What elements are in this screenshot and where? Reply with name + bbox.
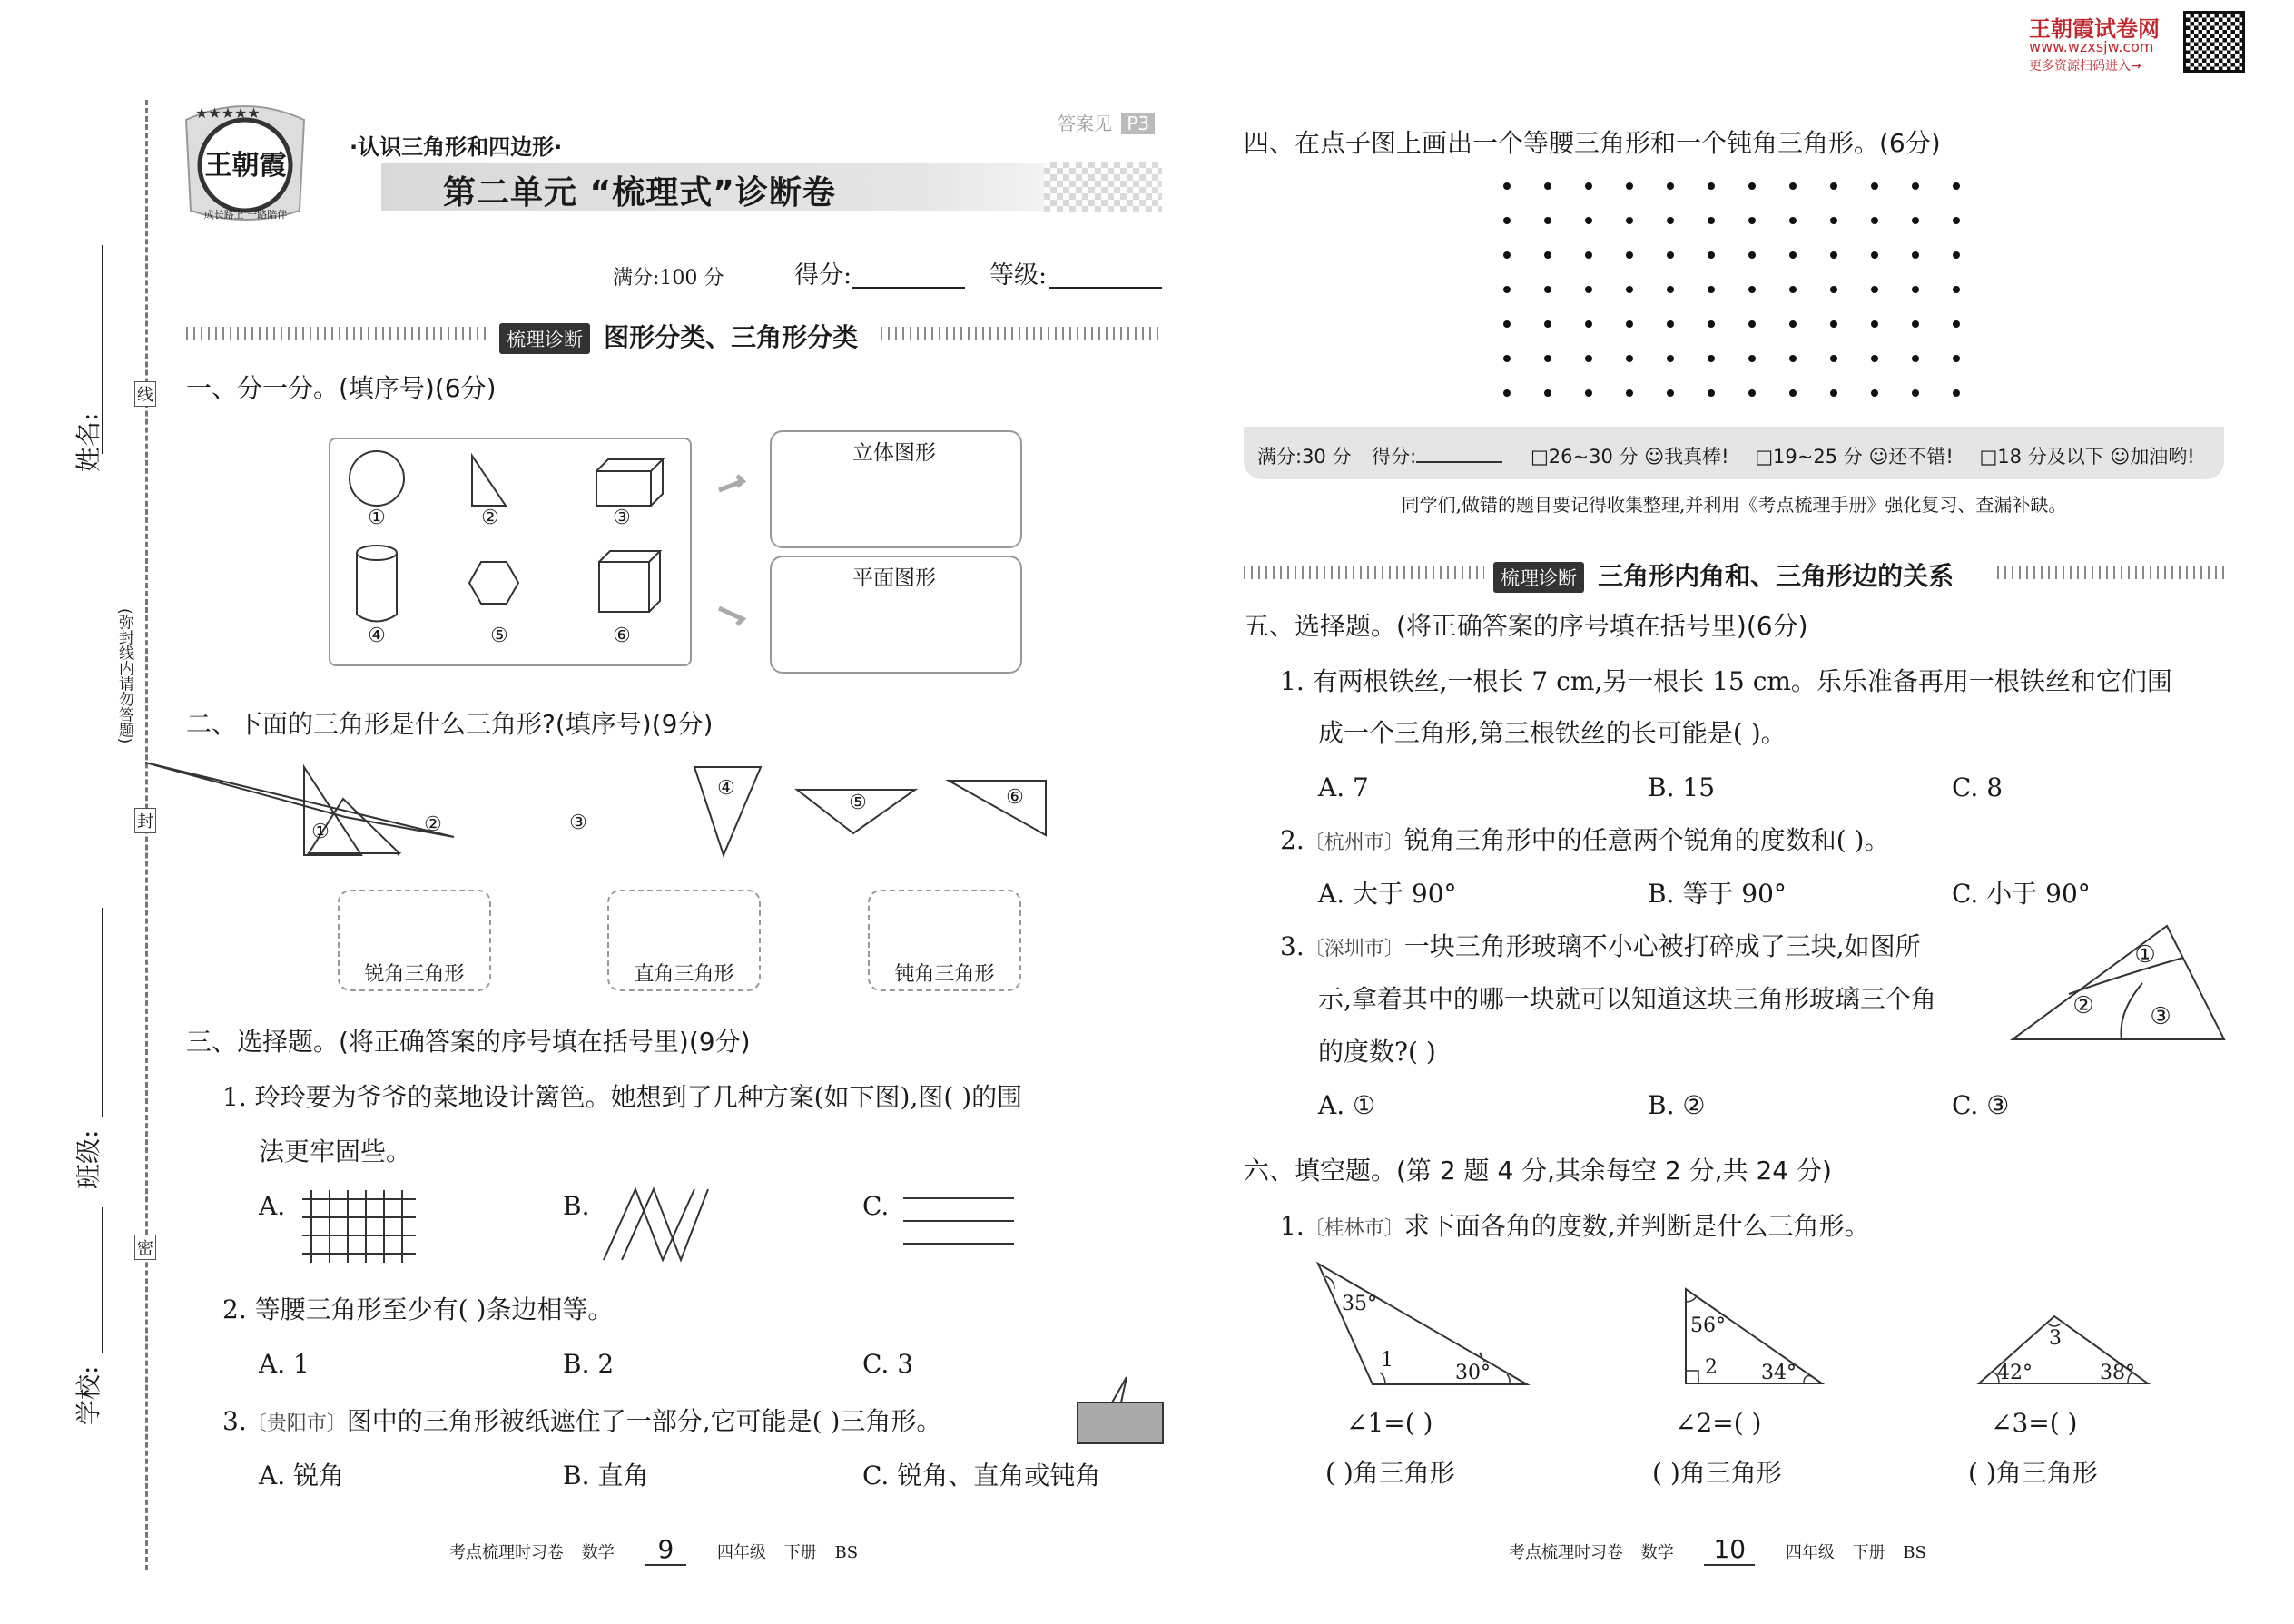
tri3-angle-u: 3: [2049, 1327, 2062, 1350]
class-line[interactable]: [102, 908, 103, 1117]
q5-heading: 五、选择题。(将正确答案的序号填在括号里)(6分): [1244, 611, 1808, 641]
glass-piece-1: ①: [2134, 941, 2156, 969]
site-hint: 更多资源扫码进入→: [2029, 59, 2141, 74]
grid-dot[interactable]: [1871, 389, 1878, 397]
footer-right-page: 10: [1704, 1534, 1755, 1566]
glass-piece-2: ②: [2072, 992, 2094, 1019]
q2-label-2: ②: [424, 813, 442, 836]
scorebar-r3[interactable]: □18 分及以下: [1979, 446, 2104, 468]
full-score: 满分:100 分: [613, 267, 724, 290]
grid-dot[interactable]: [1708, 182, 1715, 190]
q1-label-2: ②: [481, 507, 499, 529]
q5-item1-line2: 成一个三角形,第三根铁丝的长可能是( )。: [1318, 718, 1787, 748]
grid-dot[interactable]: [1871, 251, 1878, 259]
triangle-6: [949, 781, 1046, 835]
site-url: www.wzxsjw.com: [2029, 38, 2154, 55]
binding-margin: [54, 227, 182, 1462]
q2-triangles: [290, 763, 1071, 871]
q5-item2: [1280, 824, 1890, 860]
grid-dot[interactable]: [1953, 251, 1960, 259]
scorebar-r1-msg: 我真棒!: [1664, 446, 1729, 468]
seal-note: (弥封线内请勿答题): [115, 608, 133, 744]
q5-item1-opt-b[interactable]: B. 15: [1648, 773, 1716, 802]
tri2-kind[interactable]: ( )角三角形: [1652, 1458, 1782, 1488]
q5-item3-opt-c[interactable]: C. ③: [1952, 1090, 2010, 1120]
q6-item1-num: 1.: [1280, 1211, 1305, 1241]
class-label: 班级:: [74, 1129, 103, 1189]
section1-title: 图形分类、三角形分类: [604, 322, 859, 352]
grid-dot[interactable]: [1912, 389, 1919, 397]
section1-heading: [499, 318, 858, 354]
q2-heading: 二、下面的三角形是什么三角形?(填序号)(9分): [186, 709, 714, 739]
scorebar-r1[interactable]: □26~30 分: [1530, 446, 1639, 468]
grade-blank[interactable]: [1049, 287, 1162, 289]
grid-dot[interactable]: [1585, 251, 1592, 259]
footer-right: [1509, 1534, 1926, 1564]
logo-text: 王朝霞: [204, 150, 287, 182]
binding-mark-seal: 封: [134, 808, 156, 833]
grid-dot[interactable]: [1748, 217, 1756, 224]
tri1-angle-a: 35°: [1342, 1293, 1377, 1315]
q6-heading: 六、填空题。(第 2 题 4 分,其余每空 2 分,共 24 分): [1244, 1156, 1832, 1186]
grid-dot[interactable]: [1544, 389, 1551, 397]
logo-motto: 成长路上 一路陪伴: [203, 209, 288, 221]
grid-dot[interactable]: [1626, 320, 1633, 328]
q1-label-1: ①: [368, 507, 386, 529]
grid-dot[interactable]: [1544, 182, 1551, 190]
q3-item1-line2: 法更牢固些。: [259, 1137, 412, 1166]
answer-ref-label: 答案见: [1058, 113, 1112, 134]
grid-dot[interactable]: [1871, 286, 1878, 293]
shape-right-triangle: [472, 456, 506, 506]
section1-badge: 梳理诊断: [499, 323, 590, 354]
grid-dot[interactable]: [1912, 320, 1919, 328]
name-label: 姓名:: [74, 412, 103, 472]
grid-dot[interactable]: [1626, 389, 1633, 397]
grid-dot[interactable]: [1585, 389, 1592, 397]
grid-dot[interactable]: [1953, 286, 1960, 293]
q3-item2-opt-c[interactable]: C. 3: [862, 1349, 914, 1379]
title-checker: [1044, 162, 1162, 212]
grid-dot[interactable]: [1544, 320, 1551, 328]
grid-dot[interactable]: [1953, 217, 1960, 224]
q3-item2-opt-b[interactable]: B. 2: [563, 1349, 615, 1379]
grid-dot[interactable]: [1626, 355, 1633, 362]
grid-dot[interactable]: [1871, 217, 1878, 224]
reminder-text: 同学们,做错的题目要记得收集整理,并利用《考点梳理手册》强化复习、查漏补缺。: [1401, 494, 2067, 516]
q5-item2-opt-a[interactable]: A. 大于 90°: [1318, 879, 1457, 909]
q2-acute-label: 锐角三角形: [364, 963, 465, 986]
glass-piece-3: ③: [2150, 1003, 2171, 1030]
answer-ref: [1058, 109, 1155, 135]
q3-item1-line1: 1. 玲玲要为爷爷的菜地设计篱笆。她想到了几种方案(如下图),图( )的围: [222, 1082, 1023, 1112]
binding-mark-close: 密: [134, 1235, 156, 1260]
footer-left-edition: BS: [834, 1543, 859, 1562]
q3-item1-opt-c[interactable]: C.: [862, 1191, 890, 1221]
footer-right-grade: 四年级: [1785, 1543, 1835, 1562]
grid-dot[interactable]: [1503, 251, 1511, 259]
site-brand: [2029, 11, 2292, 74]
q1-solid-label: 立体图形: [852, 441, 936, 465]
grid-dot[interactable]: [1912, 251, 1919, 259]
grid-dot[interactable]: [1626, 182, 1633, 190]
shape-cuboid: [596, 459, 663, 506]
q5-item1-opt-c[interactable]: C. 8: [1952, 773, 2004, 802]
footer-left-page: 9: [645, 1534, 686, 1566]
footer-right-subject: 数学: [1640, 1543, 1674, 1562]
fence-lines: [903, 1194, 1017, 1248]
grid-dot[interactable]: [1748, 320, 1756, 328]
tri3-equation[interactable]: ∠3=( ): [1991, 1408, 2078, 1438]
q4-heading: 四、在点子图上画出一个等腰三角形和一个钝角三角形。(6分): [1244, 128, 1941, 158]
q5-item3-line3: 的度数?( ): [1318, 1037, 1436, 1067]
q5-item3-line2: 示,拿着其中的哪一块就可以知道这块三角形玻璃三个角: [1318, 984, 1936, 1014]
q3-item3-opt-c[interactable]: C. 锐角、直角或钝角: [862, 1461, 1101, 1491]
grid-dot[interactable]: [1953, 355, 1960, 362]
grid-dot[interactable]: [1667, 286, 1674, 293]
q4-scorebar-content: [1257, 442, 2195, 469]
q1-label-3: ③: [613, 507, 631, 529]
q3-item1-opt-a[interactable]: A.: [259, 1191, 286, 1221]
q3-item3: [222, 1405, 941, 1441]
grid-dot[interactable]: [1912, 182, 1919, 190]
scorebar-score: 得分:: [1372, 446, 1417, 468]
broken-glass-triangle: [2011, 921, 2229, 1044]
scorebar-r2[interactable]: □19~25 分: [1755, 446, 1863, 468]
grid-dot[interactable]: [1953, 389, 1960, 397]
name-line[interactable]: [102, 245, 103, 454]
tri1-kind[interactable]: ( )角三角形: [1325, 1458, 1455, 1488]
q3-item2: 2. 等腰三角形至少有( )条边相等。: [222, 1294, 614, 1324]
scorebar-full: 满分:30 分: [1257, 446, 1352, 468]
q3-item3-tag: 〔贵阳市〕: [246, 1412, 347, 1435]
answer-ref-page: P3: [1121, 113, 1155, 134]
grid-dot[interactable]: [1748, 355, 1756, 362]
shape-circle: [350, 451, 404, 506]
fence-grid: [302, 1190, 416, 1263]
grid-dot[interactable]: [1626, 217, 1633, 224]
grid-dot[interactable]: [1503, 389, 1511, 397]
q2-obtuse-label: 钝角三角形: [894, 963, 995, 986]
section2-hatch-right: [1997, 566, 2224, 579]
section2-badge: 梳理诊断: [1493, 562, 1584, 593]
q1-arrows: [717, 472, 753, 626]
footer-right-edition: BS: [1903, 1543, 1926, 1562]
grid-dot[interactable]: [1626, 286, 1633, 293]
unit-subtitle: ·认识三角形和四边形·: [350, 134, 563, 160]
q3-item3-opt-b[interactable]: B. 直角: [563, 1461, 649, 1491]
score-label: 得分:: [794, 261, 852, 290]
footer-left-term: 下册: [783, 1543, 817, 1562]
grid-dot[interactable]: [1667, 320, 1674, 328]
grid-dot[interactable]: [1503, 286, 1511, 293]
footer-left: [449, 1534, 858, 1564]
grid-dot[interactable]: [1585, 217, 1592, 224]
grid-dot[interactable]: [1503, 182, 1511, 190]
grid-dot[interactable]: [1544, 355, 1551, 362]
q1-flat-label: 平面图形: [852, 566, 936, 590]
q5-item2-num: 2.: [1280, 825, 1305, 855]
grid-dot[interactable]: [1953, 182, 1960, 190]
section1-hatch-left: [186, 327, 490, 340]
tri2-angle-a: 56°: [1690, 1314, 1726, 1337]
q5-item2-opt-b[interactable]: B. 等于 90°: [1648, 879, 1787, 909]
tri3-angle-a: 42°: [1997, 1362, 2033, 1384]
grade-label: 等级:: [989, 261, 1048, 290]
q5-item3-opt-a[interactable]: A. ①: [1318, 1090, 1376, 1120]
covered-triangle: [1076, 1375, 1167, 1448]
grid-dot[interactable]: [1544, 217, 1551, 224]
q6-item1-tag: 〔桂林市〕: [1304, 1217, 1404, 1240]
grid-dot[interactable]: [1503, 320, 1511, 328]
score-blank[interactable]: [852, 287, 965, 289]
q5-item3-line1: [1280, 930, 1921, 966]
grid-dot[interactable]: [1585, 320, 1592, 328]
q5-item3-text1: 一块三角形玻璃不小心被打碎成了三块,如图所: [1403, 931, 1921, 961]
shape-cube: [599, 551, 660, 612]
q5-item3-num: 3.: [1280, 931, 1305, 961]
q3-item3-num: 3.: [222, 1406, 247, 1436]
shape-cylinder: [357, 546, 397, 622]
qr-code-icon[interactable]: [2183, 11, 2245, 73]
dot-grid[interactable]: [1502, 182, 1965, 399]
q6-item1: [1280, 1210, 1870, 1245]
q3-heading: 三、选择题。(将正确答案的序号填在括号里)(9分): [186, 1027, 751, 1057]
tri3-kind[interactable]: ( )角三角形: [1968, 1458, 2098, 1488]
footer-left-grade: 四年级: [717, 1543, 767, 1562]
q5-item2-text: 锐角三角形中的任意两个锐角的度数和( )。: [1403, 825, 1890, 855]
grid-dot[interactable]: [1585, 286, 1592, 293]
tri2-equation[interactable]: ∠2=( ): [1675, 1408, 1762, 1438]
q1-label-5: ⑤: [490, 625, 508, 647]
grid-dot[interactable]: [1789, 217, 1797, 224]
grid-dot[interactable]: [1789, 389, 1797, 397]
grid-dot[interactable]: [1544, 251, 1551, 259]
tri1-equation[interactable]: ∠1=( ): [1346, 1408, 1433, 1438]
q2-label-3: ③: [569, 812, 587, 834]
grid-dot[interactable]: [1585, 182, 1592, 190]
smile-icon: ☺: [2110, 446, 2131, 468]
grid-dot[interactable]: [1585, 355, 1592, 362]
q2-label-6: ⑥: [1006, 786, 1024, 809]
scorebar-r2-msg: 还不错!: [1888, 446, 1954, 468]
q6-item1-text: 求下面各角的度数,并判断是什么三角形。: [1403, 1211, 1870, 1241]
grid-dot[interactable]: [1830, 355, 1837, 362]
section1-hatch-right: [881, 327, 1162, 340]
tri3-angle-b: 38°: [2100, 1362, 2135, 1384]
tri1-angle-b: 30°: [1455, 1362, 1491, 1384]
q2-right-label: 直角三角形: [634, 963, 734, 986]
grid-dot[interactable]: [1748, 389, 1756, 397]
q5-item1-line1: 1. 有两根铁丝,一根长 7 cm,另一根长 15 cm。乐乐准备再用一根铁丝和它们围: [1280, 666, 2172, 696]
page-title: 第二单元 “梳理式”诊断卷: [443, 174, 836, 212]
grid-dot[interactable]: [1708, 217, 1715, 224]
grid-dot[interactable]: [1708, 286, 1715, 293]
tri1-angle-u: 1: [1381, 1349, 1393, 1372]
grid-dot[interactable]: [1871, 320, 1878, 328]
q3-item3-text: 图中的三角形被纸遮住了一部分,它可能是( )三角形。: [346, 1406, 942, 1436]
binding-mark-line: 线: [134, 381, 156, 407]
grid-dot[interactable]: [1830, 251, 1837, 259]
q3-item2-opt-a[interactable]: A. 1: [259, 1349, 310, 1379]
q5-item3-opt-b[interactable]: B. ②: [1648, 1090, 1706, 1120]
q2-label-4: ④: [717, 777, 735, 800]
grid-dot[interactable]: [1708, 320, 1715, 328]
q3-item1-opt-b[interactable]: B.: [563, 1191, 590, 1221]
grid-dot[interactable]: [1708, 389, 1715, 397]
q5-item2-opt-c[interactable]: C. 小于 90°: [1952, 879, 2091, 909]
q5-item2-tag: 〔杭州市〕: [1304, 832, 1404, 854]
grid-dot[interactable]: [1830, 286, 1837, 293]
section2-hatch-left: [1244, 566, 1484, 579]
section2-heading: [1493, 556, 1954, 593]
grid-dot[interactable]: [1789, 251, 1797, 259]
grid-dot[interactable]: [1748, 286, 1756, 293]
grid-dot[interactable]: [1912, 217, 1919, 224]
q3-item3-opt-a[interactable]: A. 锐角: [259, 1461, 345, 1491]
grid-dot[interactable]: [1789, 320, 1797, 328]
grid-dot[interactable]: [1830, 182, 1837, 190]
school-label: 学校:: [74, 1365, 103, 1425]
grid-dot[interactable]: [1544, 286, 1551, 293]
grid-dot[interactable]: [1871, 182, 1878, 190]
q5-item3-tag: 〔深圳市〕: [1304, 938, 1404, 960]
grid-dot[interactable]: [1789, 286, 1797, 293]
q1-heading: 一、分一分。(填序号)(6分): [186, 373, 497, 403]
tri2-angle-b: 34°: [1761, 1362, 1797, 1384]
grid-dot[interactable]: [1667, 217, 1674, 224]
site-name: 王朝霞试卷网: [2029, 16, 2160, 42]
footer-right-term: 下册: [1852, 1543, 1885, 1562]
footer-left-subject: 数学: [581, 1543, 615, 1562]
shape-hexagon: [469, 562, 518, 604]
grid-dot[interactable]: [1667, 251, 1674, 259]
school-line[interactable]: [102, 1207, 103, 1353]
grid-dot[interactable]: [1830, 217, 1837, 224]
grid-dot[interactable]: [1912, 355, 1919, 362]
grid-dot[interactable]: [1626, 251, 1633, 259]
q1-label-6: ⑥: [613, 625, 631, 647]
footer-left-book: 考点梳理时习卷: [449, 1543, 564, 1562]
grid-dot[interactable]: [1748, 182, 1756, 190]
section2-title: 三角形内角和、三角形边的关系: [1598, 561, 1954, 591]
grid-dot[interactable]: [1830, 320, 1837, 328]
scorebar-blank[interactable]: [1416, 461, 1502, 463]
grid-dot[interactable]: [1912, 286, 1919, 293]
grid-dot[interactable]: [1830, 389, 1837, 397]
grid-dot[interactable]: [1871, 355, 1878, 362]
smile-icon: ☺: [1644, 446, 1665, 468]
svg-text:★★★★★: ★★★★★: [195, 104, 261, 122]
grid-dot[interactable]: [1503, 217, 1511, 224]
brand-logo: [177, 102, 313, 229]
fence-cross: [599, 1187, 713, 1262]
grid-dot[interactable]: [1748, 251, 1756, 259]
footer-right-book: 考点梳理时习卷: [1509, 1543, 1623, 1562]
grid-dot[interactable]: [1708, 251, 1715, 259]
q5-item1-opt-a[interactable]: A. 7: [1318, 773, 1369, 802]
grid-dot[interactable]: [1503, 355, 1511, 362]
grid-dot[interactable]: [1667, 389, 1674, 397]
q2-label-1: ①: [311, 821, 330, 843]
grid-dot[interactable]: [1953, 320, 1960, 328]
triangle-3: [145, 763, 454, 837]
grid-dot[interactable]: [1789, 182, 1797, 190]
q1-label-4: ④: [368, 625, 386, 647]
angle-triangle-1: [1316, 1262, 1534, 1389]
grid-dot[interactable]: [1708, 355, 1715, 362]
scorebar-r3-msg: 加油哟!: [2130, 446, 2195, 468]
smile-icon: ☺: [1868, 446, 1889, 468]
grid-dot[interactable]: [1789, 355, 1797, 362]
grid-dot[interactable]: [1667, 182, 1674, 190]
q2-label-5: ⑤: [849, 792, 867, 814]
grid-dot[interactable]: [1667, 355, 1674, 362]
tri2-angle-u: 2: [1705, 1356, 1718, 1379]
